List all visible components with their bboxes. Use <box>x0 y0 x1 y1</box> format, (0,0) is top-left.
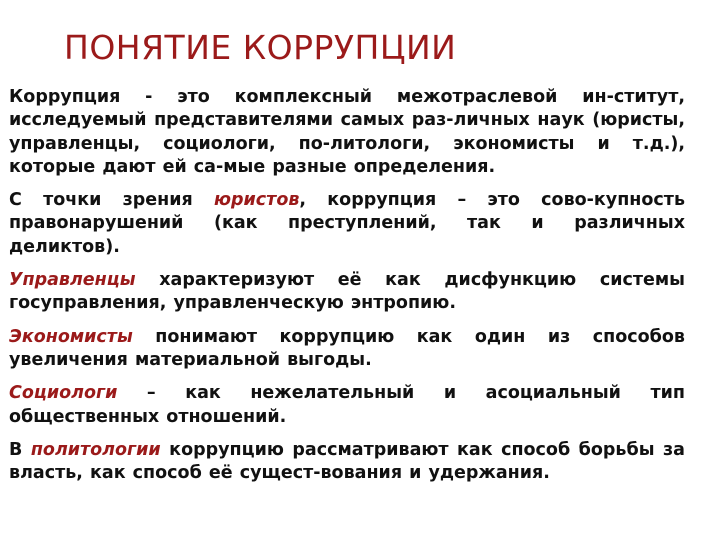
paragraph-definition <box>9 86 685 179</box>
paragraph-text-before: В <box>9 439 31 460</box>
highlight-political-science: политологии <box>30 439 161 460</box>
highlight-economists: Экономисты <box>9 326 133 347</box>
highlight-managers: Управленцы <box>9 270 136 291</box>
page-title: ПОНЯТИЕ КОРРУПЦИИ <box>64 28 457 67</box>
paragraph-text-after: понимают коррупцию как один из способов увеличения материальной выгоды. <box>9 326 685 370</box>
highlight-sociologists: Социологи <box>9 383 118 404</box>
paragraph-managers <box>9 269 685 316</box>
paragraph-text-after: коррупцию рассматривают как способ борьбы за власть, как способ её сущест-вования и удержания. <box>9 439 685 484</box>
paragraph-text-after: – как нежелательный и асоциальный тип общественных отношений. <box>9 383 685 427</box>
paragraph-sociologists <box>9 382 685 429</box>
highlight-lawyers: юристов <box>214 190 300 211</box>
paragraph-economists <box>9 326 685 373</box>
paragraph-text-after: , коррупция – это сово-купность правонарушений (как преступлений, так и различных деликтов). <box>9 190 686 257</box>
slide-body <box>9 86 685 495</box>
paragraph-text-after: характеризуют её как дисфункцию системы госуправления, управленческую энтропию. <box>9 270 685 314</box>
paragraph-text-before: С точки зрения <box>9 190 214 211</box>
paragraph-text: Коррупция - это комплексный межотраслевой ин-ститут, исследуемый представителями самых раз-личных наук (юристы, управленцы, социологи, по-литологи, экономисты и т.д.), которые дают ей са-мые разные определения. <box>9 87 685 177</box>
paragraph-lawyers <box>9 189 685 259</box>
paragraph-political-science <box>9 439 685 486</box>
